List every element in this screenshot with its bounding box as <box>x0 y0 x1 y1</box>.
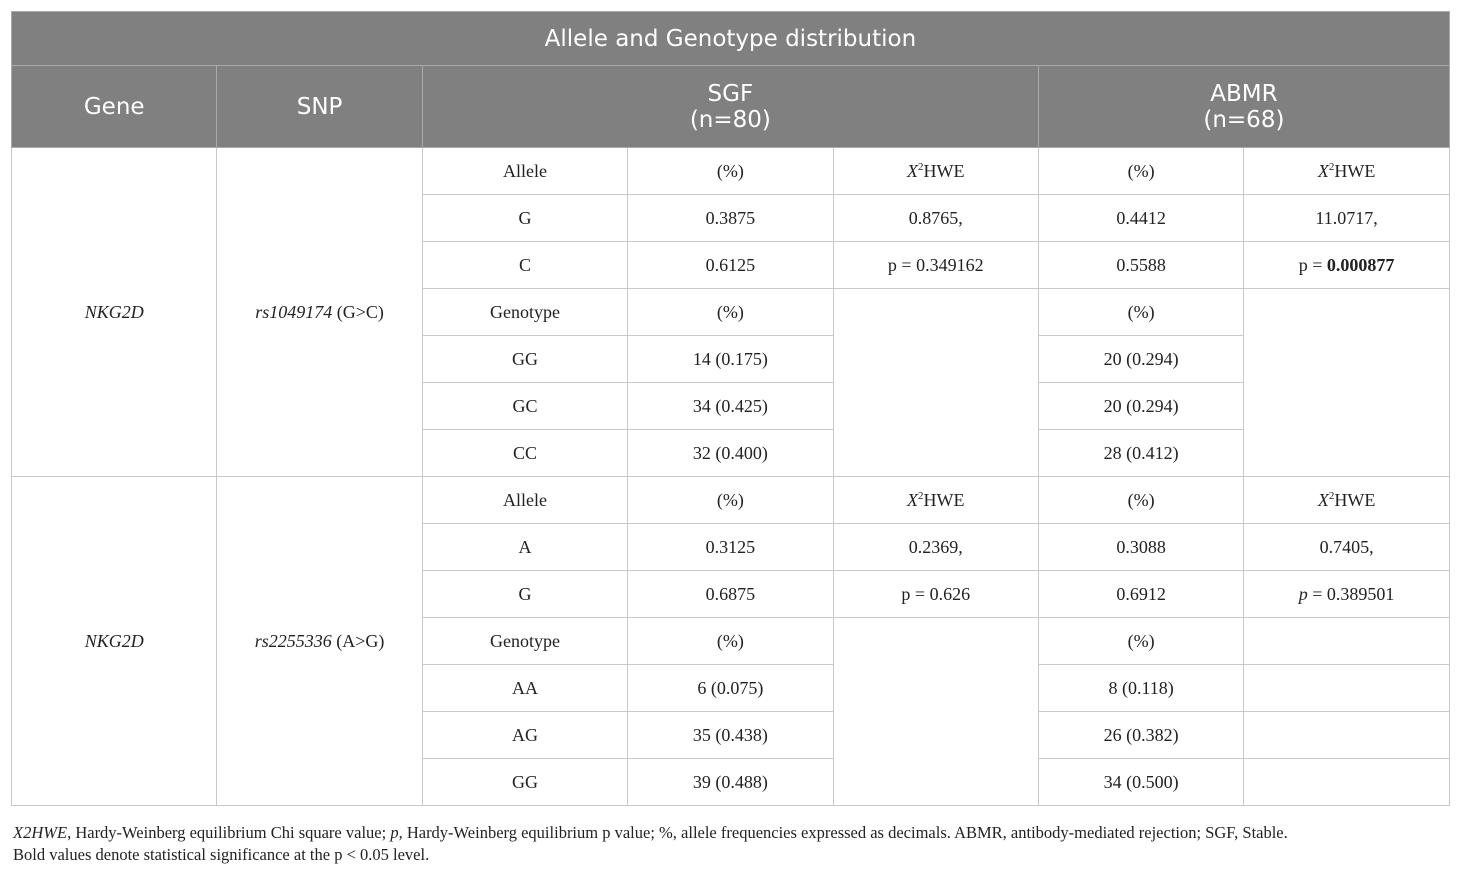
p-prefix: p <box>1298 583 1308 604</box>
gene-cell: NKG2D <box>12 148 217 477</box>
sgf-value: 32 (0.400) <box>628 430 833 477</box>
sgf-hwe-value: 0.2369, <box>833 524 1038 571</box>
abmr-value: 20 (0.294) <box>1038 383 1243 430</box>
sgf-pct-header: (%) <box>628 148 833 195</box>
genotype-label: GG <box>422 759 627 806</box>
header-snp: SNP <box>217 66 422 148</box>
allele-label: A <box>422 524 627 571</box>
superscript-2: 2 <box>918 489 924 502</box>
abmr-value: 28 (0.412) <box>1038 430 1243 477</box>
allele-genotype-table-container <box>11 11 1449 806</box>
abmr-pct-header: (%) <box>1038 618 1243 665</box>
header-sgf-n: (n=80) <box>689 106 771 133</box>
p-value-significant: 0.000877 <box>1326 254 1395 275</box>
allele-label: G <box>422 571 627 618</box>
allele-genotype-table <box>11 11 1450 806</box>
empty-cell <box>1244 759 1449 806</box>
abmr-pct-header: (%) <box>1038 289 1243 336</box>
superscript-2: 2 <box>1328 160 1335 173</box>
abmr-value: 0.3088 <box>1038 524 1243 571</box>
sgf-hwe-p <box>833 571 1038 618</box>
empty-cell <box>1244 618 1449 665</box>
genotype-header-label: Genotype <box>422 289 627 336</box>
footnote-line-1 <box>13 822 1449 844</box>
superscript-2: 2 <box>1328 489 1335 502</box>
abmr-hwe-header <box>1244 477 1449 524</box>
table-footnote <box>13 822 1449 866</box>
abmr-value: 0.4412 <box>1038 195 1243 242</box>
hwe-text: HWE <box>1334 160 1376 181</box>
genotype-label: AG <box>422 712 627 759</box>
header-abmr <box>1038 66 1449 148</box>
sgf-hwe-header <box>833 477 1038 524</box>
p-prefix: p = <box>1298 254 1327 275</box>
header-sgf-label: SGF <box>707 80 754 107</box>
hwe-text: HWE <box>923 160 965 181</box>
footnote-bold-note: Bold values denote statistical significance at the p < 0.05 level. <box>13 845 430 864</box>
snp-change: (G>C) <box>336 301 384 322</box>
abmr-value: 20 (0.294) <box>1038 336 1243 383</box>
abmr-pct-header: (%) <box>1038 148 1243 195</box>
sgf-value: 0.3125 <box>628 524 833 571</box>
footnote-p-term: p <box>390 823 399 842</box>
abmr-hwe-p <box>1244 242 1449 289</box>
snp-id: rs2255336 <box>254 630 332 651</box>
table-title: Allele and Genotype distribution <box>12 12 1450 66</box>
genotype-label: GC <box>422 383 627 430</box>
abmr-value: 34 (0.500) <box>1038 759 1243 806</box>
sgf-value: 39 (0.488) <box>628 759 833 806</box>
genotype-label: AA <box>422 665 627 712</box>
abmr-value: 26 (0.382) <box>1038 712 1243 759</box>
abmr-value: 0.6912 <box>1038 571 1243 618</box>
empty-cell <box>833 618 1038 806</box>
sgf-hwe-p <box>833 242 1038 289</box>
p-prefix: p = <box>887 254 917 275</box>
abmr-hwe-p <box>1244 571 1449 618</box>
header-abmr-label: ABMR <box>1210 80 1278 107</box>
hwe-text: HWE <box>923 489 965 510</box>
allele-label: G <box>422 195 627 242</box>
sgf-value: 14 (0.175) <box>628 336 833 383</box>
sgf-pct-header: (%) <box>628 477 833 524</box>
snp-id: rs1049174 <box>255 301 333 322</box>
block-rs2255336 <box>12 477 1450 806</box>
snp-change: (A>G) <box>336 630 385 651</box>
snp-cell <box>217 477 422 806</box>
sgf-pct-header: (%) <box>628 289 833 336</box>
header-sgf <box>422 66 1038 148</box>
superscript-2: 2 <box>918 160 924 173</box>
sgf-value: 6 (0.075) <box>628 665 833 712</box>
allele-header-label: Allele <box>422 477 627 524</box>
abmr-hwe-value: 11.0717, <box>1244 195 1449 242</box>
genotype-label: GG <box>422 336 627 383</box>
x-symbol: X <box>907 489 919 510</box>
abmr-pct-header: (%) <box>1038 477 1243 524</box>
abmr-hwe-header <box>1244 148 1449 195</box>
hwe-text: HWE <box>1334 489 1376 510</box>
sgf-value: 0.6125 <box>628 242 833 289</box>
footnote-x2hwe-def: , Hardy-Weinberg equilibrium Chi square value; <box>67 823 391 842</box>
allele-label: C <box>422 242 627 289</box>
x-symbol: X <box>907 160 919 181</box>
genotype-label: CC <box>422 430 627 477</box>
abmr-value: 8 (0.118) <box>1038 665 1243 712</box>
sgf-pct-header: (%) <box>628 618 833 665</box>
empty-cell <box>833 289 1038 477</box>
footnote-p-def: , Hardy-Weinberg equilibrium p value; %, allele frequencies expressed as decimals. ABMR, antibody-mediated rejection; SGF, Stable. <box>398 823 1288 842</box>
footnote-x2hwe-term: X2HWE <box>13 823 68 842</box>
block-rs1049174 <box>12 148 1450 477</box>
sgf-value: 0.6875 <box>628 571 833 618</box>
genotype-header-label: Genotype <box>422 618 627 665</box>
p-value: 0.626 <box>929 583 971 604</box>
x-symbol: X <box>1317 489 1329 510</box>
sgf-hwe-header <box>833 148 1038 195</box>
p-value: = 0.389501 <box>1307 583 1395 604</box>
x-symbol: X <box>1317 160 1329 181</box>
abmr-value: 0.5588 <box>1038 242 1243 289</box>
sgf-value: 0.3875 <box>628 195 833 242</box>
allele-header-label: Allele <box>422 148 627 195</box>
header-gene: Gene <box>12 66 217 148</box>
abmr-hwe-value: 0.7405, <box>1244 524 1449 571</box>
table-row <box>12 148 1450 195</box>
empty-cell <box>1244 712 1449 759</box>
empty-cell <box>1244 289 1449 477</box>
sgf-hwe-value: 0.8765, <box>833 195 1038 242</box>
sgf-value: 35 (0.438) <box>628 712 833 759</box>
header-abmr-n: (n=68) <box>1203 106 1285 133</box>
snp-cell <box>217 148 422 477</box>
empty-cell <box>1244 665 1449 712</box>
sgf-value: 34 (0.425) <box>628 383 833 430</box>
p-value: 0.349162 <box>916 254 984 275</box>
gene-cell: NKG2D <box>12 477 217 806</box>
p-prefix: p = <box>901 583 930 604</box>
table-row <box>12 477 1450 524</box>
